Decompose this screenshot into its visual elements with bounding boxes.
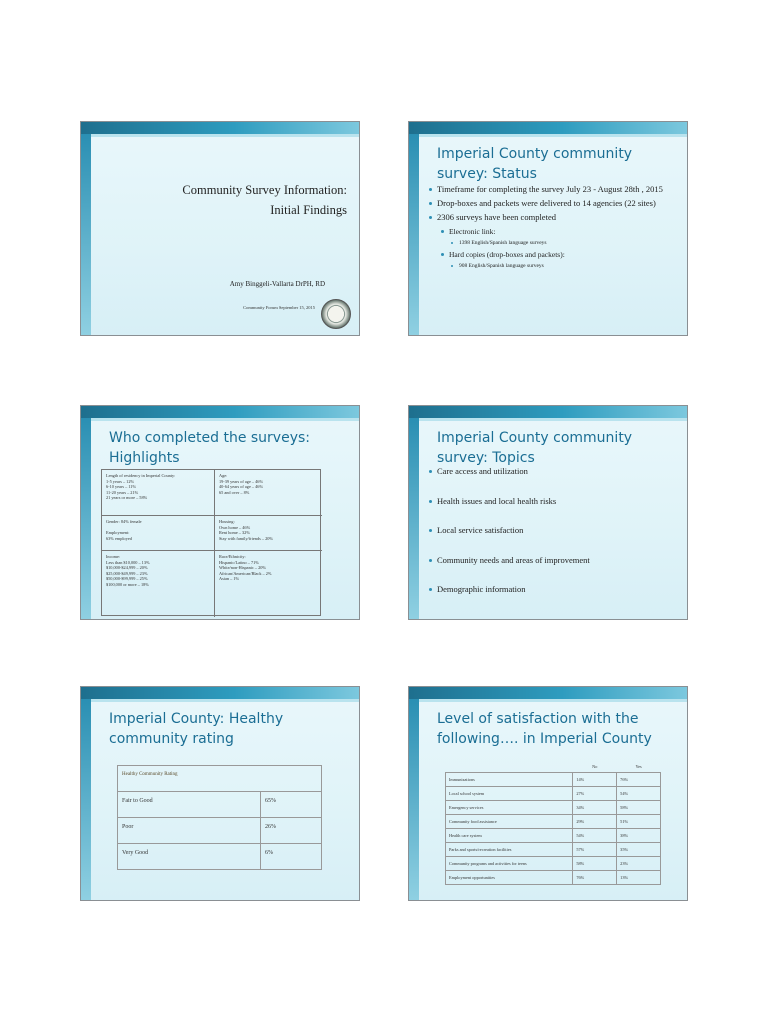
header-no: No bbox=[592, 764, 598, 770]
row-no-value: 34% bbox=[573, 800, 617, 814]
grid-cell-income: Income: Less than $10,000 – 13% $10,000-$24,999 – 20% $25,000-$49,999 – 23% $50,000-$99,999 – 25% $100,000 or more – 18% bbox=[102, 551, 215, 617]
grid-cell-age: Age: 19-39 years of age – 46% 40-64 years of age – 46% 65 and over – 8% bbox=[215, 470, 322, 516]
title-line-2: Initial Findings bbox=[270, 203, 347, 217]
table-row bbox=[446, 800, 661, 814]
row-no-value: 57% bbox=[573, 842, 617, 856]
slide-left-bar bbox=[81, 134, 91, 335]
row-label: Very Good bbox=[118, 844, 261, 870]
slide-top-bar bbox=[81, 406, 359, 418]
table-row bbox=[118, 818, 322, 844]
table-row bbox=[446, 828, 661, 842]
table-header: Healthy Community Rating bbox=[118, 766, 322, 792]
row-yes-value: 23% bbox=[617, 856, 661, 870]
table-row bbox=[446, 814, 661, 828]
grid-cell-housing: Housing: Own home – 46% Rent home – 32% Stay with family/friends – 20% bbox=[215, 516, 322, 551]
row-label: Emergency services bbox=[446, 800, 573, 814]
bullet-item: Drop-boxes and packets were delivered to 14 agencies (22 sites) bbox=[429, 198, 677, 209]
table-header-row bbox=[446, 762, 661, 772]
grid-cell-residency: Length of residency in Imperial County: 1-5 years – 12% 6-10 years – 11% 11-20 years – 21% 21 years or more – 58% bbox=[102, 470, 215, 516]
sub-bullet-item: Hard copies (drop-boxes and packets): bbox=[441, 249, 677, 260]
slide-heading: Level of satisfaction with the following…. in Imperial County bbox=[437, 711, 652, 747]
row-yes-value: 38% bbox=[617, 828, 661, 842]
slide-left-bar bbox=[409, 418, 419, 619]
row-yes-value: 51% bbox=[617, 814, 661, 828]
grid-cell-race: Race/Ethnicity: Hispanic/Latino – 71% White/non-Hispanic – 20% African/American/Black – 2% Asian – 1% bbox=[219, 554, 272, 582]
slide-topics bbox=[408, 405, 688, 620]
satisfaction-table bbox=[445, 762, 661, 885]
row-value: 65% bbox=[261, 792, 322, 818]
slide-left-bar bbox=[409, 699, 419, 900]
table-row bbox=[446, 842, 661, 856]
topic-item: Health issues and local health risks bbox=[429, 496, 677, 507]
row-label: Local school system bbox=[446, 786, 573, 800]
topic-item: Demographic information bbox=[429, 584, 677, 595]
rating-table bbox=[117, 765, 322, 870]
slide-satisfaction bbox=[408, 686, 688, 901]
slide-healthy-rating bbox=[80, 686, 360, 901]
topic-item: Care access and utilization bbox=[429, 466, 677, 477]
row-label: Employment opportunities bbox=[446, 870, 573, 884]
slide-title bbox=[80, 121, 360, 336]
satisfaction-table-body bbox=[446, 772, 661, 884]
slide-top-bar bbox=[409, 687, 687, 699]
row-yes-value: 13% bbox=[617, 870, 661, 884]
row-no-value: 14% bbox=[573, 772, 617, 786]
sub-sub-bullet-item: 1398 English/Spanish language surveys bbox=[451, 239, 677, 247]
sub-sub-bullet-item: 908 English/Spanish language surveys bbox=[451, 262, 677, 270]
author-name: Amy Binggeli-Vallarta DrPH, RD bbox=[229, 280, 325, 288]
row-yes-value: 54% bbox=[617, 786, 661, 800]
row-no-value: 27% bbox=[573, 786, 617, 800]
slide-left-bar bbox=[81, 699, 91, 900]
presentation-date: Community Forum September 15, 2015 bbox=[243, 305, 315, 310]
table-row bbox=[118, 792, 322, 818]
demographics-grid bbox=[101, 469, 321, 616]
slide-top-bar bbox=[81, 687, 359, 699]
row-value: 6% bbox=[261, 844, 322, 870]
row-yes-value: 35% bbox=[617, 842, 661, 856]
row-label: Community programs and activities for teens bbox=[446, 856, 573, 870]
county-seal-logo bbox=[321, 299, 351, 329]
slide-left-bar bbox=[409, 134, 419, 335]
row-label: Community food assistance bbox=[446, 814, 573, 828]
topic-item: Local service satisfaction bbox=[429, 525, 677, 536]
row-label: Parks and sports/recreation facilities bbox=[446, 842, 573, 856]
grid-cell-gender-employment: Gender: 84% female Employment: 63% employed bbox=[102, 516, 215, 551]
topics-bullet-list bbox=[429, 466, 677, 614]
status-bullet-list bbox=[429, 184, 677, 272]
slide-survey-status bbox=[408, 121, 688, 336]
row-label: Immunizations bbox=[446, 772, 573, 786]
sub-bullet-item: Electronic link: bbox=[441, 226, 677, 237]
title-line-1: Community Survey Information: bbox=[182, 183, 347, 197]
slide-heading: Imperial County community survey: Status bbox=[437, 146, 633, 182]
row-label: Poor bbox=[118, 818, 261, 844]
table-row bbox=[446, 870, 661, 884]
slide-top-bar bbox=[409, 122, 687, 134]
slide-top-bar bbox=[409, 406, 687, 418]
table-row bbox=[118, 844, 322, 870]
presentation-title bbox=[182, 180, 347, 220]
row-yes-value: 76% bbox=[617, 772, 661, 786]
row-value: 26% bbox=[261, 818, 322, 844]
topic-item: Community needs and areas of improvement bbox=[429, 555, 677, 566]
table-row bbox=[446, 856, 661, 870]
row-yes-value: 58% bbox=[617, 800, 661, 814]
slide-left-bar bbox=[81, 418, 91, 619]
header-yes: Yes bbox=[635, 764, 642, 770]
row-no-value: 54% bbox=[573, 828, 617, 842]
header-blank bbox=[446, 762, 573, 772]
row-label: Fair to Good bbox=[118, 792, 261, 818]
row-no-value: 58% bbox=[573, 856, 617, 870]
table-row bbox=[446, 786, 661, 800]
table-header-row bbox=[118, 766, 322, 792]
slide-top-bar bbox=[81, 122, 359, 134]
slide-heading: Imperial County: Healthy community rating bbox=[109, 711, 284, 747]
row-no-value: 76% bbox=[573, 870, 617, 884]
slide-highlights bbox=[80, 405, 360, 620]
row-label: Health care system bbox=[446, 828, 573, 842]
slide-heading: Who completed the surveys: Highlights bbox=[109, 430, 311, 466]
table-row bbox=[446, 772, 661, 786]
bullet-item: Timeframe for completing the survey July 23 - August 28th , 2015 bbox=[429, 184, 677, 195]
row-no-value: 29% bbox=[573, 814, 617, 828]
bullet-item: 2306 surveys have been completed bbox=[429, 212, 677, 223]
slide-heading: Imperial County community survey: Topics bbox=[437, 430, 633, 466]
